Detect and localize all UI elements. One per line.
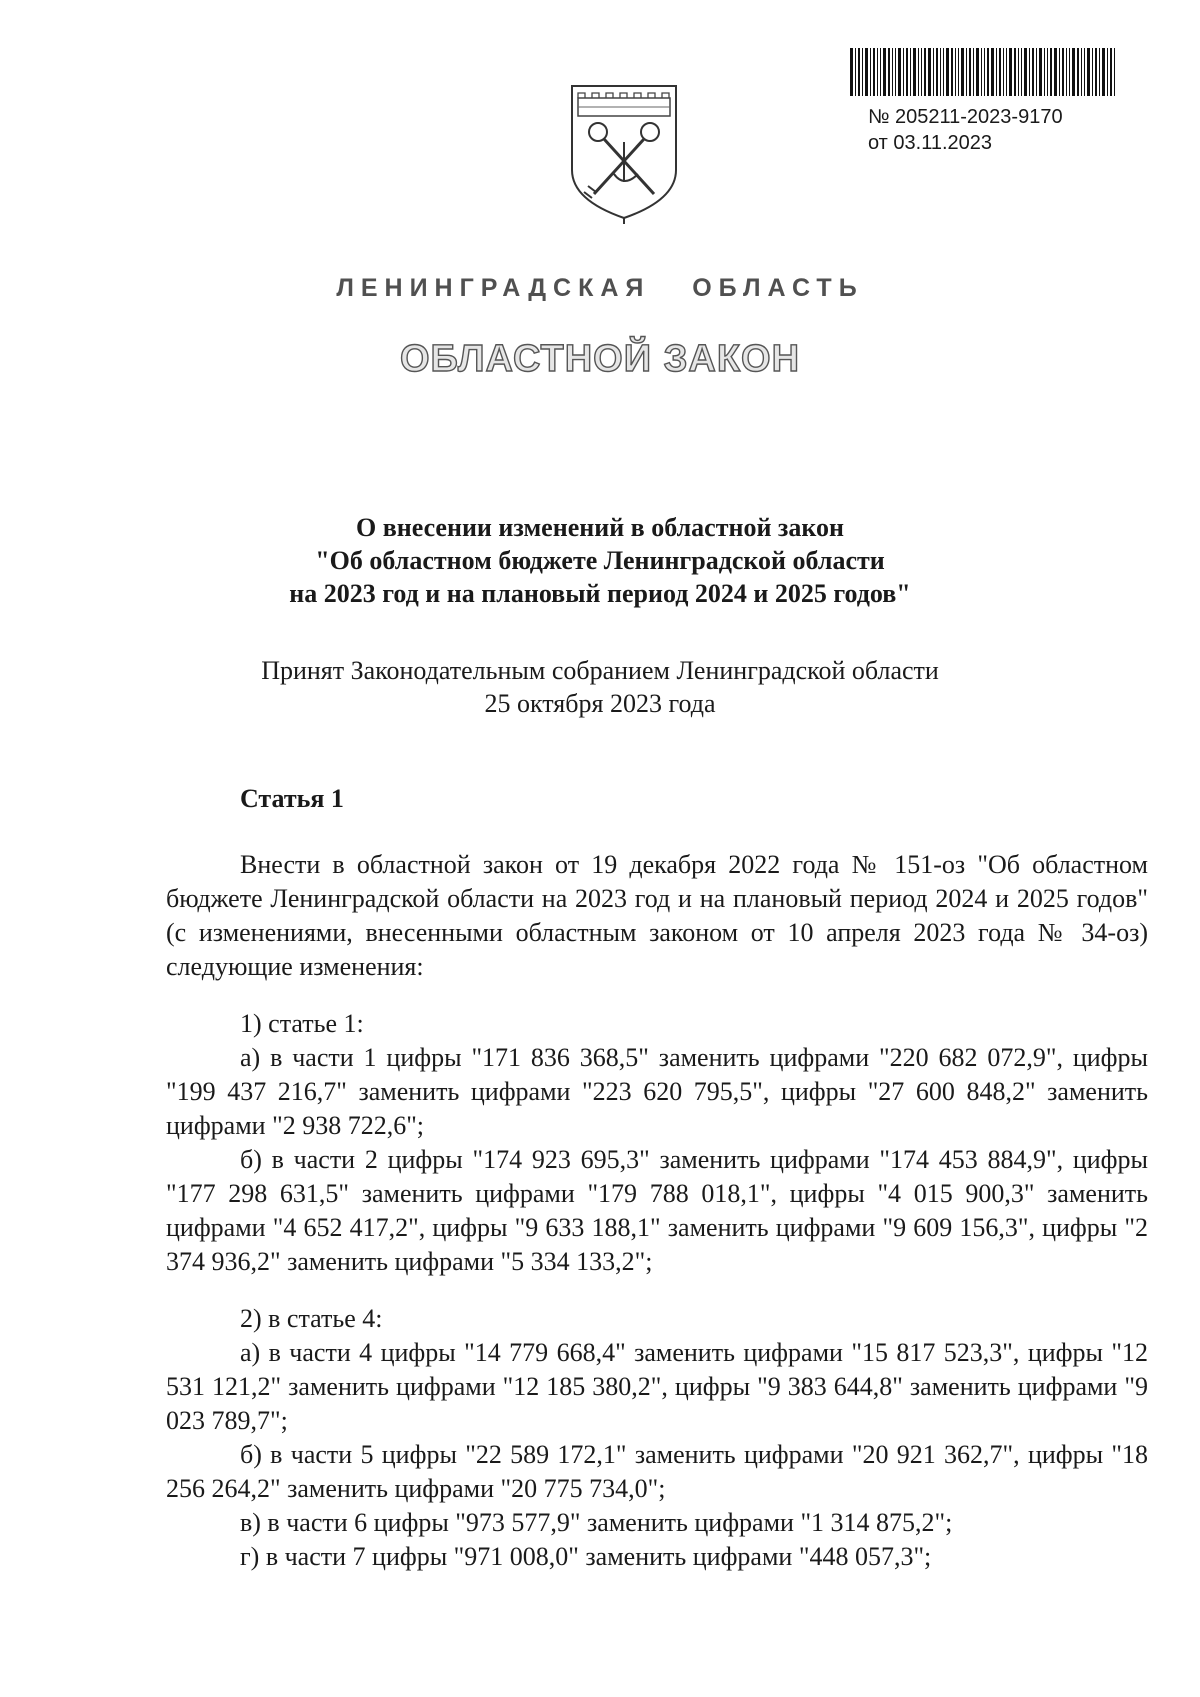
item-1 xyxy=(166,1007,1148,1279)
law-title xyxy=(0,511,1200,610)
adoption-body: Принят Законодательным собранием Ленинградской области xyxy=(261,656,939,685)
intro-paragraph: Внести в областной закон от 19 декабря 2022 года № 151-оз "Об областном бюджете Ленинградской области на 2023 год и на плановый период 2024 и 2025 годов" (с изменениями, внесенными областным законом от 10 апреля 2023 года № 34-оз) следующие изменения: xyxy=(166,850,1148,981)
law-title-line: на 2023 год и на плановый период 2024 и 2025 годов" xyxy=(289,579,911,608)
item-1-label: 1) статье 1: xyxy=(240,1009,364,1038)
article-intro xyxy=(166,848,1148,984)
item-2-subitem-c: в) в части 6 цифры "973 577,9" заменить цифрами "1 314 875,2"; xyxy=(240,1508,953,1537)
item-2-label: 2) в статье 4: xyxy=(240,1304,383,1333)
registration-stamp xyxy=(868,104,1063,156)
registration-date: от 03.11.2023 xyxy=(868,132,993,154)
law-title-line: "Об областном бюджете Ленинградской области xyxy=(315,546,885,575)
item-2-subitem-d: г) в части 7 цифры "971 008,0" заменить цифрами "448 057,3"; xyxy=(240,1542,932,1571)
item-1-subitem-b: б) в части 2 цифры "174 923 695,3" заменить цифрами "174 453 884,9", цифры "177 298 631,5" заменить цифрами "179 788 018,1", цифры "4 015 900,3" заменить цифрами "4 652 417,2", цифры "9 633 188,1" заменить цифрами "9 609 156,3", цифры "2 374 936,2" заменить цифрами "5 334 133,2"; xyxy=(166,1145,1148,1276)
document-type: ОБЛАСТНОЙ ЗАКОН xyxy=(399,338,801,380)
region-name: ЛЕНИНГРАДСКАЯ ОБЛАСТЬ xyxy=(336,274,864,302)
registration-number: № 205211-2023-9170 xyxy=(868,106,1063,128)
coat-of-arms-icon xyxy=(568,82,680,224)
article-heading: Статья 1 xyxy=(240,784,344,813)
barcode-icon xyxy=(850,48,1115,96)
adoption-date: 25 октября 2023 года xyxy=(484,689,716,718)
item-2 xyxy=(166,1302,1148,1574)
item-2-subitem-b: б) в части 5 цифры "22 589 172,1" заменить цифрами "20 921 362,7", цифры "18 256 264,2" заменить цифрами "20 775 734,0"; xyxy=(166,1440,1148,1503)
adoption-note xyxy=(0,654,1200,720)
item-1-subitem-a: а) в части 1 цифры "171 836 368,5" заменить цифрами "220 682 072,9", цифры "199 437 216,7" заменить цифрами "223 620 795,5", цифры "27 600 848,2" заменить цифрами "2 938 722,6"; xyxy=(166,1043,1148,1140)
law-title-line: О внесении изменений в областной закон xyxy=(355,513,845,542)
item-2-subitem-a: а) в части 4 цифры "14 779 668,4" заменить цифрами "15 817 523,3", цифры "12 531 121,2" заменить цифрами "12 185 380,2", цифры "9 383 644,8" заменить цифрами "9 023 789,7"; xyxy=(166,1338,1148,1435)
